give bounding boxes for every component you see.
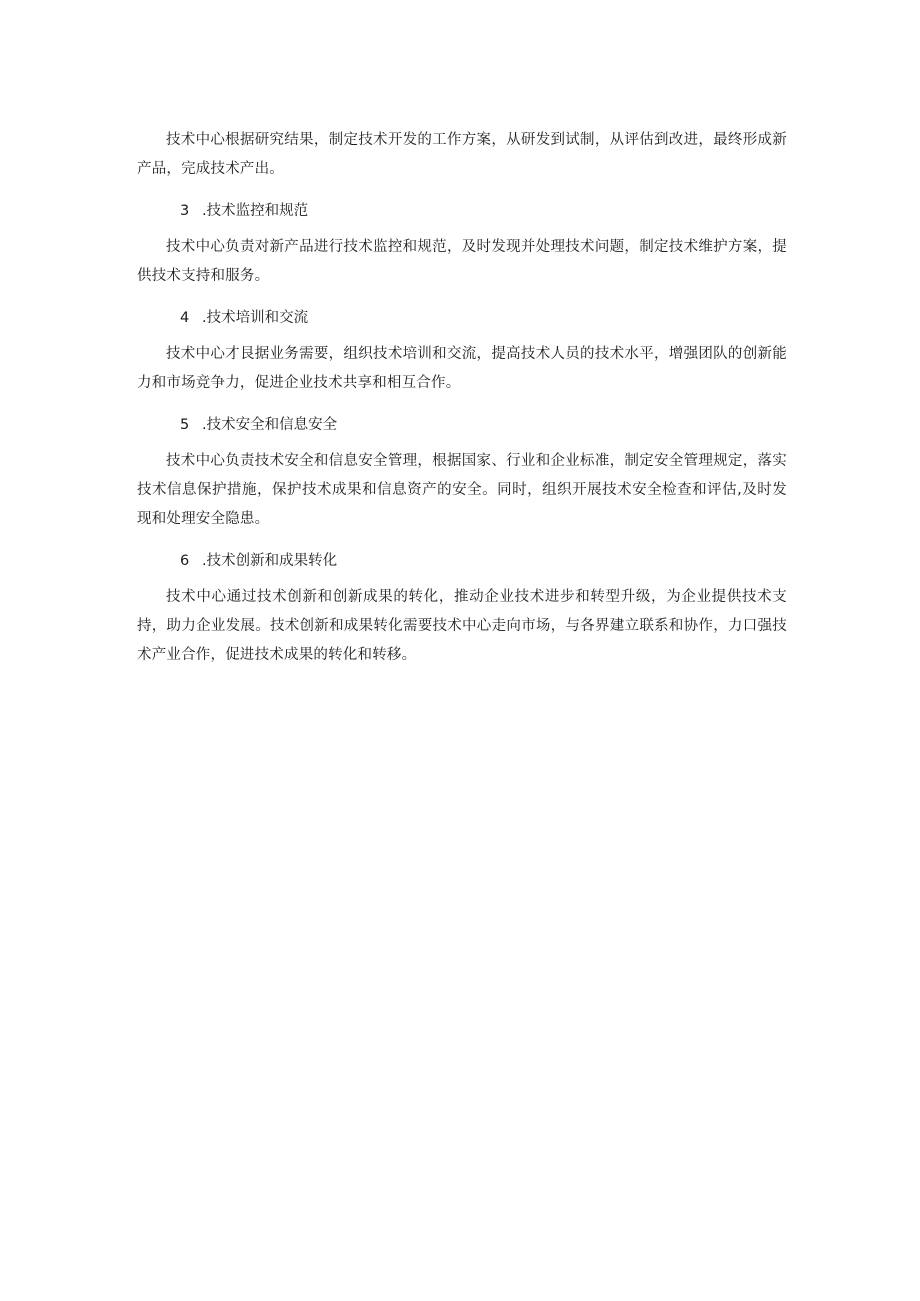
section-paragraph-4: 技术中心才艮据业务需要，组织技术培训和交流，提高技术人员的技术水平，增强团队的创新能力和市场竞争力，促进企业技术共享和相互合作。 — [137, 346, 787, 391]
section-heading-5 — [137, 411, 787, 440]
section-number: 4 — [180, 310, 190, 326]
section-paragraph-6: 技术中心通过技术创新和创新成果的转化，推动企业技术进步和转型升级，为企业提供技术支持，助力企业发展。技术创新和成果转化需要技术中心走向市场，与各界建立联系和协作，力口强技术产业合作，促进技术成果的转化和转移。 — [137, 589, 787, 663]
section-paragraph-3: 技术中心负责对新产品进行技术监控和规范，及时发现并处理技术问题，制定技术维护方案，提供技术支持和服务。 — [137, 239, 787, 284]
section-number: 3 — [180, 203, 190, 219]
section-number: 5 — [180, 417, 190, 433]
section-heading-6 — [137, 547, 787, 576]
section-heading-4 — [137, 304, 787, 333]
section-heading-3 — [137, 197, 787, 226]
section-number: 6 — [180, 553, 190, 569]
section-title: .技术创新和成果转化 — [202, 553, 338, 569]
section-title: .技术培训和交流 — [202, 310, 309, 326]
intro-paragraph: 技术中心根据研究结果，制定技术开发的工作方案，从研发到试制，从评估到改进，最终形成新产品，完成技术产出。 — [137, 132, 787, 177]
document-body — [137, 126, 787, 670]
section-title: .技术监控和规范 — [202, 203, 309, 219]
section-title: .技术安全和信息安全 — [202, 417, 338, 433]
section-paragraph-5: 技术中心负责技术安全和信息安全管理，根据国家、行业和企业标准，制定安全管理规定，落实技术信息保护措施，保护技术成果和信息资产的安全。同时，组织开展技术安全检查和评估,及时发现和处理安全隐患。 — [137, 453, 787, 527]
